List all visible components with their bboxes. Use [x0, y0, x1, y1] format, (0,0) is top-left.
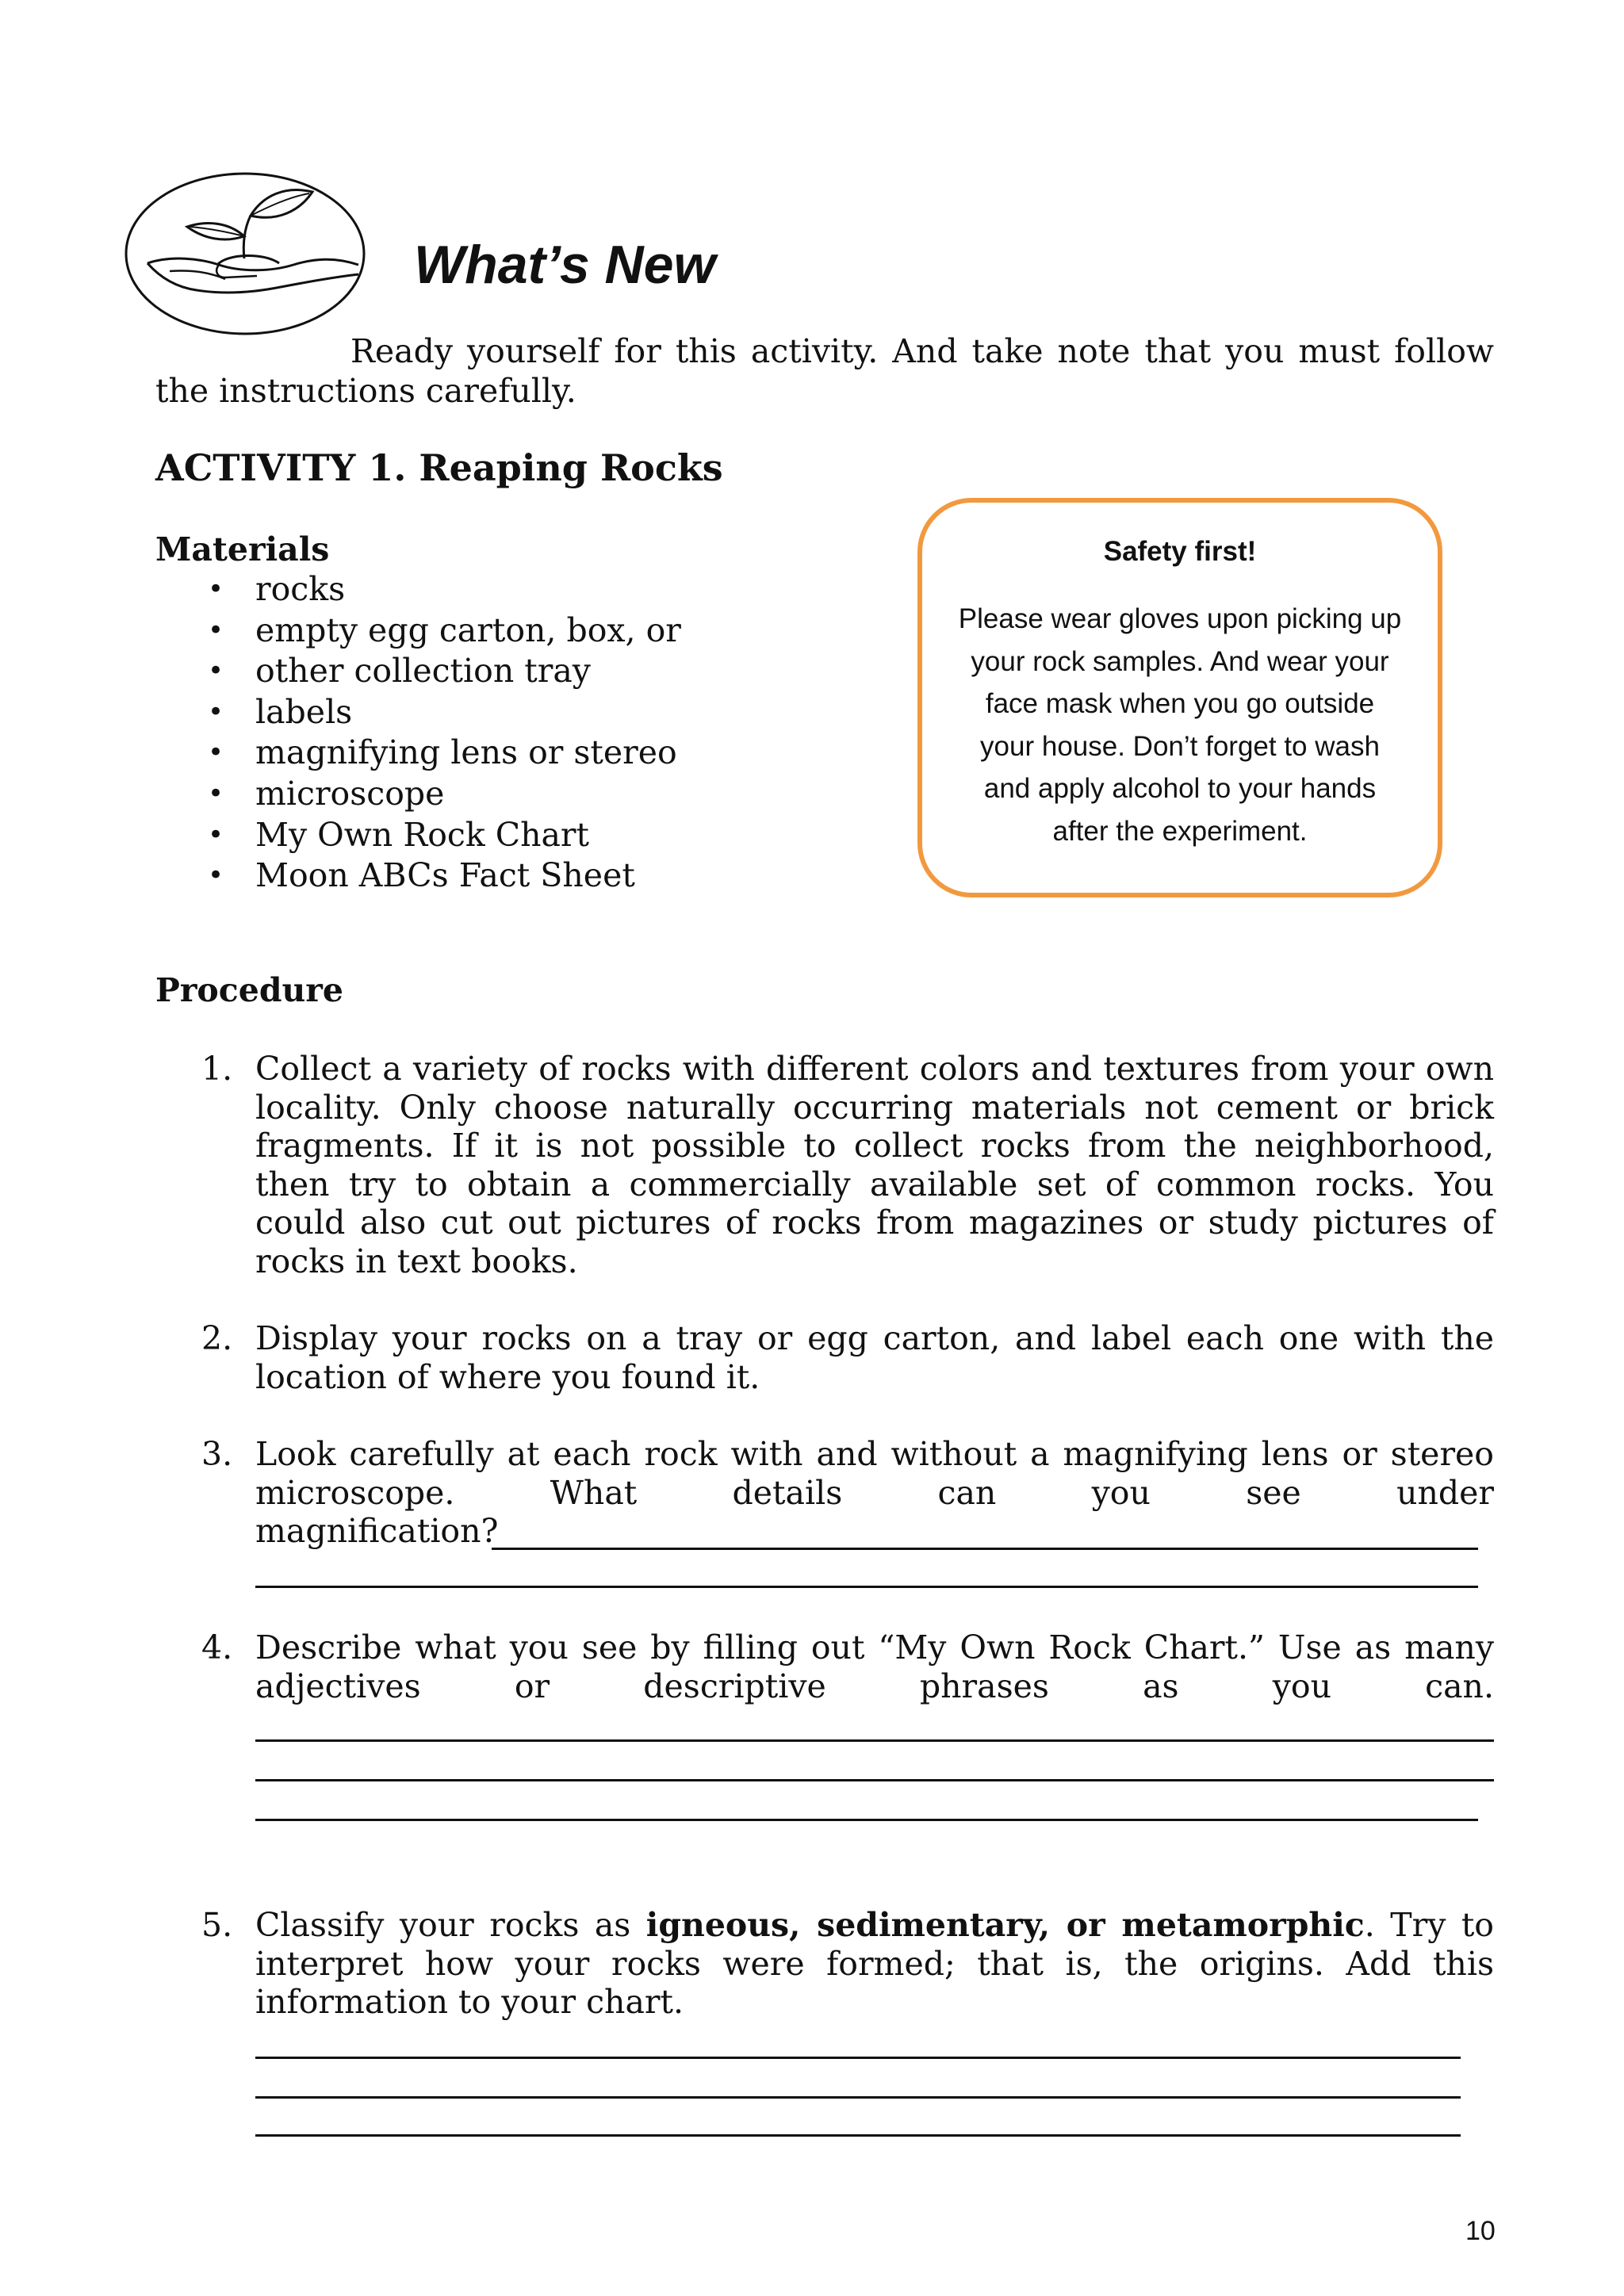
safety-notice-box	[917, 498, 1442, 897]
bullet-icon: •	[208, 777, 224, 809]
material-label: magnifying lens or stereo	[255, 733, 677, 772]
step-text-line: adjectives or descriptive phrases as you can.	[255, 1667, 1494, 1705]
list-item	[155, 733, 681, 774]
step-text-part: Classify your rocks as	[255, 1906, 646, 1944]
material-label: labels	[255, 692, 353, 731]
safety-line: your rock samples. And wear your	[971, 645, 1389, 677]
answer-line[interactable]	[255, 2096, 1461, 2099]
material-label: My Own Rock Chart	[255, 815, 590, 854]
answer-line[interactable]	[255, 1779, 1494, 1781]
safety-line: face mask when you go outside	[985, 688, 1375, 719]
material-label: microscope	[255, 774, 445, 813]
safety-line: your house. Don’t forget to wash	[980, 730, 1380, 762]
step-number: 1.	[201, 1050, 233, 1088]
procedure-step-5	[201, 1906, 1494, 2022]
intro-text: Ready yourself for this activity. And take note that you must follow the instructions carefully.	[155, 332, 1494, 410]
bullet-icon: •	[208, 614, 224, 646]
step-text-line: magnification?	[255, 1512, 499, 1551]
procedure-step-3	[201, 1435, 1494, 1551]
material-label: empty egg carton, box, or	[255, 610, 681, 649]
list-item	[155, 569, 681, 610]
list-item	[155, 610, 681, 652]
intro-paragraph	[155, 331, 1494, 411]
materials-list	[155, 569, 681, 897]
list-item	[155, 692, 681, 733]
step-text: Display your rocks on a tray or egg carton, and label each one with the location of where you found it.	[255, 1319, 1494, 1396]
material-label: Moon ABCs Fact Sheet	[255, 856, 635, 895]
seedling-in-hand-icon	[124, 171, 366, 336]
step-number: 3.	[201, 1435, 233, 1473]
step-text-line: microscope. What details can you see under	[255, 1473, 1494, 1512]
list-item	[155, 815, 681, 856]
bullet-icon: •	[208, 818, 224, 851]
page-number: 10	[1465, 2216, 1496, 2246]
bullet-icon: •	[208, 737, 224, 769]
list-item	[155, 651, 681, 692]
materials-heading: Materials	[155, 530, 330, 568]
answer-line[interactable]	[255, 2057, 1461, 2059]
safety-line: and apply alcohol to your hands	[983, 773, 1377, 804]
step-number: 2.	[201, 1319, 233, 1357]
answer-line[interactable]	[492, 1548, 1478, 1550]
step-text-line: Describe what you see by filling out “My Own Rock Chart.” Use as many	[255, 1628, 1494, 1667]
safety-text	[922, 598, 1438, 852]
list-item	[155, 774, 681, 815]
bullet-icon: •	[208, 573, 224, 605]
step-number: 5.	[201, 1906, 233, 1944]
section-title: What’s New	[414, 235, 716, 295]
step-text	[255, 1906, 1494, 2022]
safety-line: after the experiment.	[1052, 815, 1308, 847]
material-label: rocks	[255, 570, 346, 608]
step-text: Collect a variety of rocks with different colors and textures from your own locality. Only choose naturally occurring materials not cement or brick fragments. If it is not possible to collect rocks from the neighborhood, then try to obtain a commercially available set of common rocks. You could also cut out pictures of rocks from magazines or study pictures of rocks in text books.	[255, 1050, 1494, 1280]
activity-title: ACTIVITY 1. Reaping Rocks	[155, 446, 723, 489]
bullet-icon: •	[208, 859, 224, 892]
procedure-step-2	[201, 1319, 1494, 1396]
material-label: other collection tray	[255, 652, 591, 691]
list-item	[155, 855, 681, 897]
procedure-heading: Procedure	[155, 971, 343, 1009]
step-text-line: Look carefully at each rock with and without a magnifying lens or stereo	[255, 1435, 1494, 1473]
answer-line[interactable]	[255, 1739, 1494, 1742]
bullet-icon: •	[208, 695, 224, 728]
rock-types-emphasis: igneous, sedimentary, or metamorphic	[645, 1906, 1365, 1944]
step-text-part: . Try to interpret how your rocks were formed; that is, the origins. Add this information to your chart.	[255, 1906, 1494, 2022]
safety-line: Please wear gloves upon picking up	[958, 603, 1402, 634]
answer-line[interactable]	[255, 1586, 1478, 1588]
step-number: 4.	[201, 1628, 233, 1667]
safety-title: Safety first!	[1103, 536, 1257, 567]
answer-line[interactable]	[255, 1819, 1478, 1821]
procedure-step-1	[201, 1050, 1494, 1281]
answer-line[interactable]	[255, 2134, 1461, 2137]
bullet-icon: •	[208, 655, 224, 687]
procedure-step-4	[201, 1628, 1494, 1705]
